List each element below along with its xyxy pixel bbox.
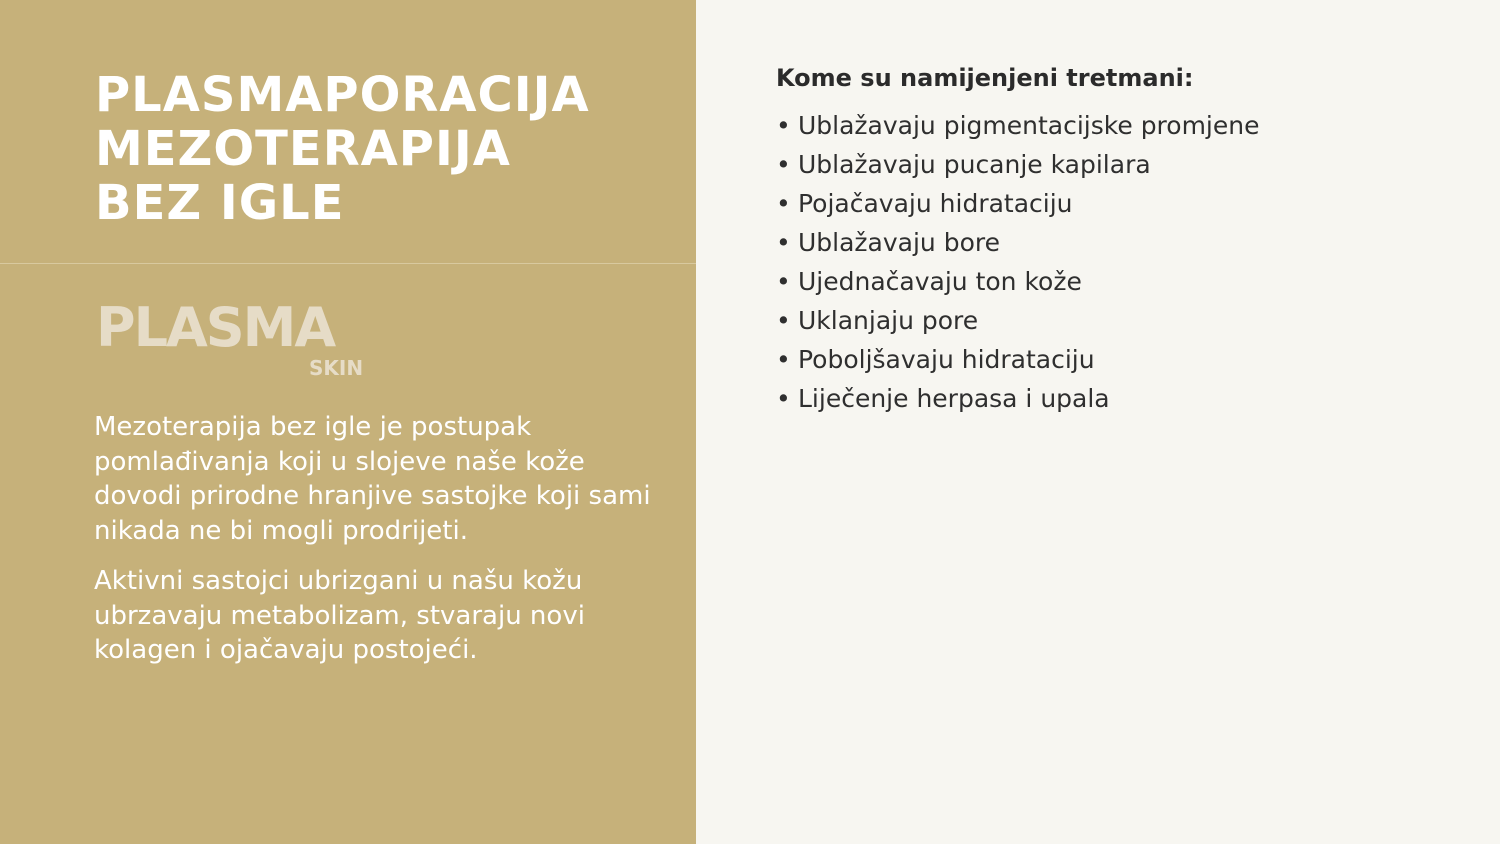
title-line-1: PLASMAPORACIJA bbox=[95, 67, 590, 123]
description bbox=[94, 410, 654, 684]
logo-wordmark: PLASMA bbox=[96, 296, 335, 359]
benefits-list bbox=[776, 106, 1260, 418]
plasma-skin-logo bbox=[96, 298, 376, 384]
bullet-icon: • bbox=[776, 150, 791, 179]
bullet-icon: • bbox=[776, 306, 791, 335]
benefits-heading: Kome su namijenjeni tretmani: bbox=[776, 64, 1194, 92]
title-line-3: BEZ IGLE bbox=[95, 175, 345, 231]
list-item-text: Ujednačavaju ton kože bbox=[798, 267, 1082, 296]
list-item bbox=[776, 184, 1260, 223]
list-item bbox=[776, 106, 1260, 145]
list-item-text: Liječenje herpasa i upala bbox=[798, 384, 1110, 413]
right-panel bbox=[696, 0, 1500, 844]
list-item bbox=[776, 301, 1260, 340]
list-item bbox=[776, 145, 1260, 184]
list-item bbox=[776, 340, 1260, 379]
list-item bbox=[776, 223, 1260, 262]
logo-subtitle: SKIN bbox=[309, 356, 364, 380]
list-item-text: Ublažavaju bore bbox=[798, 228, 1001, 257]
list-item-text: Uklanjaju pore bbox=[798, 306, 979, 335]
description-paragraph-1: Mezoterapija bez igle je postupak pomlađivanja koji u slojeve naše kože dovodi prirodne hranjive sastojke koji sami nikada ne bi mogli prodrijeti. bbox=[94, 412, 651, 546]
list-item-text: Poboljšavaju hidrataciju bbox=[798, 345, 1095, 374]
list-item-text: Pojačavaju hidrataciju bbox=[798, 189, 1073, 218]
bullet-icon: • bbox=[776, 267, 791, 296]
list-item-text: Ublažavaju pucanje kapilara bbox=[798, 150, 1151, 179]
list-item bbox=[776, 262, 1260, 301]
page-title bbox=[95, 68, 675, 230]
description-paragraph-2: Aktivni sastojci ubrizgani u našu kožu ubrzavaju metabolizam, stvaraju novi kolagen i ojačavaju postojeći. bbox=[94, 566, 585, 665]
bullet-icon: • bbox=[776, 111, 791, 140]
left-panel bbox=[0, 0, 696, 844]
bullet-icon: • bbox=[776, 345, 791, 374]
bullet-icon: • bbox=[776, 189, 791, 218]
title-line-2: MEZOTERAPIJA bbox=[95, 121, 511, 177]
bullet-icon: • bbox=[776, 384, 791, 413]
list-item bbox=[776, 379, 1260, 418]
section-divider bbox=[0, 263, 696, 264]
bullet-icon: • bbox=[776, 228, 791, 257]
list-item-text: Ublažavaju pigmentacijske promjene bbox=[798, 111, 1260, 140]
